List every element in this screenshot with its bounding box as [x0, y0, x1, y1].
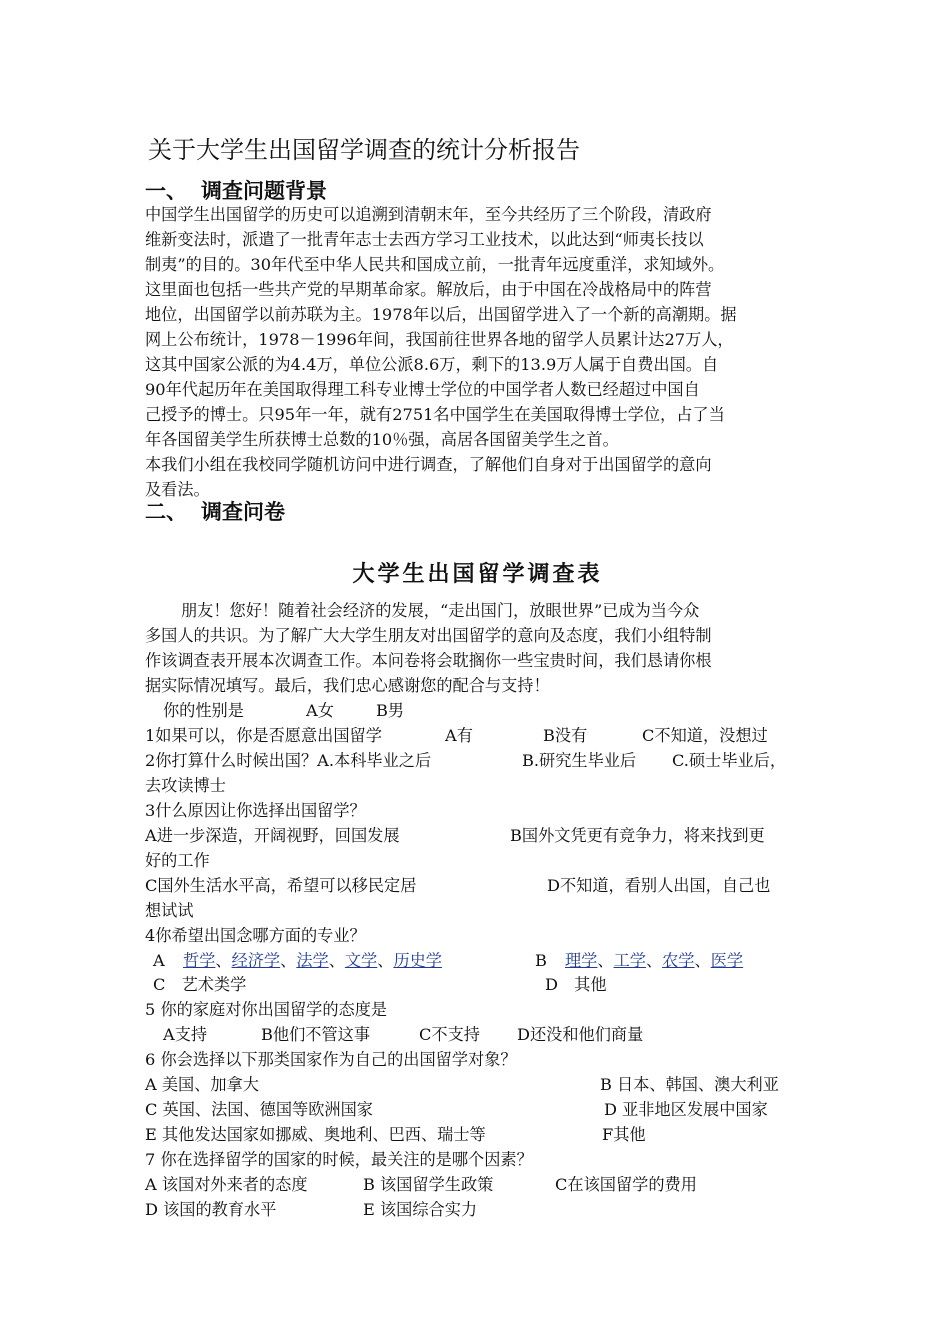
para-line: 中国学生出国留学的历史可以追溯到清朝末年，至今共经历了三个阶段，清政府	[145, 205, 712, 224]
q2-option-b[interactable]: B.研究生毕业后	[522, 751, 637, 770]
survey-title: 大学生出国留学调查表	[352, 562, 603, 587]
para-line: 网上公布统计，1978－1996年间，我国前往世界各地的留学人员累计达27万人，	[145, 330, 734, 349]
q7-option-c[interactable]: C在该国留学的费用	[555, 1175, 697, 1194]
gender-option-a[interactable]: A女	[306, 701, 334, 720]
q4-option-d[interactable]: D 其他	[545, 975, 607, 994]
q4-option-a-subjects	[183, 948, 442, 973]
q6-option-b[interactable]: B 日本、韩国、澳大利亚	[600, 1075, 779, 1094]
q7-option-d[interactable]: D 该国的教育水平	[145, 1200, 277, 1219]
q4-option-c[interactable]: C 艺术类学	[153, 975, 247, 994]
question-5: 5 你的家庭对你出国留学的态度是	[145, 1000, 388, 1019]
q6-option-f[interactable]: F其他	[602, 1125, 646, 1144]
section2-number: 二、	[145, 500, 187, 524]
question-4: 4你希望出国念哪方面的专业？	[145, 926, 366, 945]
separator: 、	[694, 951, 711, 970]
para-line: 这里面也包括一些共产党的早期革命家。解放后，由于中国在冷战格局中的阵营	[145, 280, 712, 299]
q2-option-c[interactable]: C.硕士毕业后，	[672, 751, 787, 770]
para-line: 维新变法时，派遣了一批青年志士去西方学习工业技术，以此达到“师夷长技以	[145, 230, 704, 249]
question-7: 7 你在选择留学的国家的时候，最关注的是哪个因素？	[145, 1150, 533, 1169]
q5-option-d[interactable]: D还没和他们商量	[517, 1025, 644, 1044]
separator: 、	[597, 951, 614, 970]
subject-link-medicine[interactable]: 医学	[710, 951, 744, 970]
q4-option-b-letter[interactable]: B	[535, 951, 547, 970]
intro-line: 多国人的共识。为了解广大大学生朋友对出国留学的意向及态度，我们小组特制	[145, 626, 712, 645]
para-line: 地位，出国留学以前苏联为主。1978年以后，出国留学进入了一个新的高潮期。据	[145, 305, 737, 324]
q1-text: 1如果可以，你是否愿意出国留学	[145, 726, 382, 745]
subject-link-literature[interactable]: 文学	[344, 951, 378, 970]
para-line: 及看法。	[145, 480, 210, 499]
subject-link-philosophy[interactable]: 哲学	[183, 951, 216, 970]
survey-intro	[145, 598, 810, 698]
q7-option-a[interactable]: A 该国对外来者的态度	[145, 1175, 308, 1194]
q7-option-b[interactable]: B 该国留学生政策	[363, 1175, 494, 1194]
q2-line2: 去攻读博士	[145, 776, 226, 795]
separator: 、	[377, 951, 394, 970]
subject-link-engineering[interactable]: 工学	[613, 951, 646, 970]
para-line: 年各国留美学生所获博士总数的10％强，高居各国留美学生之首。	[145, 430, 619, 449]
para-line: 90年代起历年在美国取得理工科专业博士学位的中国学者人数已经超过中国自	[145, 380, 700, 399]
para-line: 本我们小组在我校同学随机访问中进行调查，了解他们自身对于出国留学的意向	[145, 455, 712, 474]
q6-option-e[interactable]: E 其他发达国家如挪威、奥地利、巴西、瑞士等	[145, 1125, 486, 1144]
question-6: 6 你会选择以下那类国家作为自己的出国留学对象？	[145, 1050, 517, 1069]
intro-line: 朋友！您好！随着社会经济的发展，“走出国门，放眼世界”已成为当今众	[181, 601, 700, 620]
q3-option-b-cont: 好的工作	[145, 851, 210, 870]
subject-link-economics[interactable]: 经济学	[231, 951, 281, 970]
q5-option-c[interactable]: C不支持	[419, 1025, 480, 1044]
q6-option-d[interactable]: D 亚非地区发展中国家	[604, 1100, 768, 1119]
q2-text-option-a[interactable]: 2你打算什么时候出国？A.本科毕业之后	[145, 751, 432, 770]
section2-heading	[145, 497, 810, 527]
section1-number: 一、	[145, 179, 187, 203]
q4-option-a-letter[interactable]: A	[153, 951, 165, 970]
q1-option-b[interactable]: B没有	[543, 726, 588, 745]
q3-option-d-cont: 想试试	[145, 901, 194, 920]
q5-option-b[interactable]: B他们不管这事	[261, 1025, 371, 1044]
section1-heading-text: 调查问题背景	[201, 179, 327, 203]
q7-option-e[interactable]: E 该国综合实力	[363, 1200, 478, 1219]
q4-option-b-subjects	[565, 948, 743, 973]
subject-link-science[interactable]: 理学	[565, 951, 598, 970]
separator: 、	[328, 951, 345, 970]
section2-heading-text: 调查问卷	[201, 500, 285, 524]
para-line: 这其中国家公派的为4.4万，单位公派8.6万，剩下的13.9万人属于自费出国。自	[145, 355, 719, 374]
q1-option-c[interactable]: C不知道，没想过	[642, 726, 768, 745]
background-paragraph	[145, 202, 810, 502]
q5-option-a[interactable]: A支持	[163, 1025, 208, 1044]
separator: 、	[280, 951, 297, 970]
gender-question-text: 你的性别是	[163, 701, 244, 720]
gender-option-b[interactable]: B男	[376, 701, 405, 720]
subject-link-history[interactable]: 历史学	[393, 951, 442, 970]
question-3: 3什么原因让你选择出国留学？	[145, 801, 366, 820]
intro-line: 据实际情况填写。最后，我们忠心感谢您的配合与支持！	[145, 676, 550, 695]
separator: 、	[645, 951, 663, 970]
subject-link-agriculture[interactable]: 农学	[662, 951, 695, 970]
separator: 、	[215, 951, 232, 970]
subject-link-law[interactable]: 法学	[296, 951, 329, 970]
para-line: 己授予的博士。只95年一年，就有2751名中国学生在美国取得博士学位，占了当	[145, 405, 725, 424]
q1-option-a[interactable]: A有	[445, 726, 473, 745]
para-line: 制夷”的目的。30年代至中华人民共和国成立前，一批青年远度重洋，求知域外。	[145, 255, 725, 274]
q6-option-c[interactable]: C 英国、法国、德国等欧洲国家	[145, 1100, 373, 1119]
q3-option-a[interactable]: A进一步深造，开阔视野，回国发展	[145, 826, 400, 845]
q3-option-c[interactable]: C国外生活水平高，希望可以移民定居	[145, 876, 417, 895]
report-title: 关于大学生出国留学调查的统计分析报告	[148, 136, 580, 164]
intro-line: 作该调查表开展本次调查工作。本问卷将会耽搁你一些宝贵时间，我们恳请你根	[145, 651, 712, 670]
q3-option-d[interactable]: D不知道，看别人出国，自己也	[547, 876, 771, 895]
q6-option-a[interactable]: A 美国、加拿大	[145, 1075, 259, 1094]
q3-option-b[interactable]: B国外文凭更有竞争力，将来找到更	[510, 826, 765, 845]
